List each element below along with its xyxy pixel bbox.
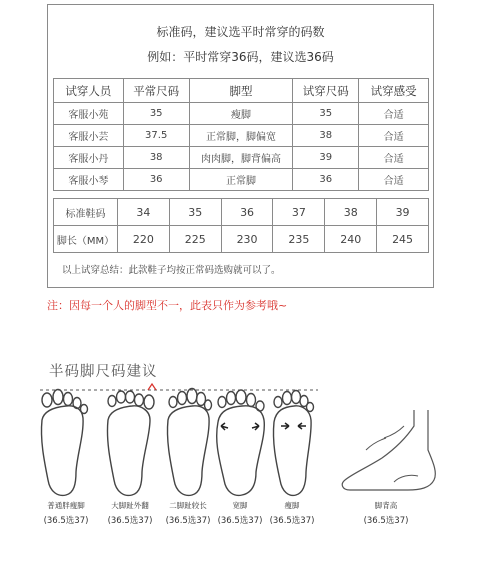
reference-note: 注：因每一个人的脚型不一，此表只作为参考哦~: [47, 299, 288, 312]
trial-size: 38: [293, 125, 359, 147]
header-line-2: 例如：平时常穿36码，建议选36码: [147, 50, 334, 64]
foot-label: 宽脚: [232, 501, 248, 510]
foot-type: 肉肉脚，脚背偏高: [189, 147, 293, 169]
foot-length: 245: [377, 226, 429, 253]
column-header: 试穿尺码: [293, 79, 359, 103]
foot-type: 正常脚，脚偏宽: [189, 125, 293, 147]
table-row: [54, 147, 429, 169]
size-row-label: 标准鞋码: [54, 199, 118, 226]
trial-table: [53, 78, 429, 191]
foot-advice: (36.5选37): [217, 516, 263, 526]
shoe-size: 37: [273, 199, 325, 226]
usual-size: 36: [123, 169, 189, 191]
foot-label: 二脚趾较长: [169, 501, 207, 510]
foot-advice: (36.5选37): [165, 516, 211, 526]
tester-name: 客服小苑: [54, 103, 124, 125]
foot-advice: (36.5选37): [269, 516, 315, 526]
fit-guide-title: 半码脚尺码建议: [49, 364, 158, 380]
foot-type: 瘦脚: [189, 103, 293, 125]
fit-feeling: 合适: [359, 147, 429, 169]
header-line-1: 标准码，建议选平时常穿的码数: [156, 25, 325, 39]
column-header: 试穿感受: [359, 79, 429, 103]
shoe-size: 39: [377, 199, 429, 226]
usual-size: 38: [123, 147, 189, 169]
shoe-size: 35: [169, 199, 221, 226]
bunion-foot-icon: [107, 384, 156, 495]
trial-size: 39: [293, 147, 359, 169]
thin-foot-icon: [273, 391, 313, 496]
foot-length: 235: [273, 226, 325, 253]
trial-table-header: [54, 79, 429, 103]
trial-size: 35: [293, 103, 359, 125]
table-row: [54, 125, 429, 147]
table-row: [54, 103, 429, 125]
column-header: 试穿人员: [54, 79, 124, 103]
tester-name: 客服小琴: [54, 169, 124, 191]
foot-advice: (36.5选37): [107, 516, 153, 526]
usual-size: 35: [123, 103, 189, 125]
tester-name: 客服小芸: [54, 125, 124, 147]
normal-foot-icon: [41, 390, 87, 496]
foot-type: 正常脚: [189, 169, 293, 191]
foot-label: 大脚趾外翻: [111, 501, 149, 510]
column-header: 平常尺码: [123, 79, 189, 103]
table-row: [54, 169, 429, 191]
wide-foot-icon: [217, 390, 265, 495]
long-second-toe-foot-icon: [167, 389, 211, 496]
fit-feeling: 合适: [359, 125, 429, 147]
length-row-label: 脚长（MM）: [54, 226, 118, 253]
fit-feeling: 合适: [359, 103, 429, 125]
foot-length: 230: [221, 226, 273, 253]
foot-length: 220: [118, 226, 170, 253]
foot-label: 脚背高: [374, 501, 398, 510]
shoe-size: 38: [325, 199, 377, 226]
tester-name: 客服小丹: [54, 147, 124, 169]
usual-size: 37.5: [123, 125, 189, 147]
foot-length: 240: [325, 226, 377, 253]
foot-advice: (36.5选37): [43, 516, 89, 526]
size-row: [54, 199, 429, 226]
foot-label: 瘦脚: [284, 501, 300, 510]
fit-feeling: 合适: [359, 169, 429, 191]
foot-label: 普通胖瘦脚: [47, 501, 85, 510]
length-row: [54, 226, 429, 253]
size-chart-panel: [47, 4, 434, 288]
foot-length: 225: [169, 226, 221, 253]
trial-summary: 以上试穿总结：此款鞋子均按正常码选购就可以了。: [62, 265, 281, 276]
trial-size: 36: [293, 169, 359, 191]
shoe-size: 36: [221, 199, 273, 226]
column-header: 脚型: [189, 79, 293, 103]
shoe-size: 34: [118, 199, 170, 226]
high-instep-foot-icon: [342, 410, 435, 490]
size-length-table: [53, 198, 429, 253]
foot-illustrations: [0, 380, 480, 505]
foot-advice: (36.5选37): [363, 516, 409, 526]
